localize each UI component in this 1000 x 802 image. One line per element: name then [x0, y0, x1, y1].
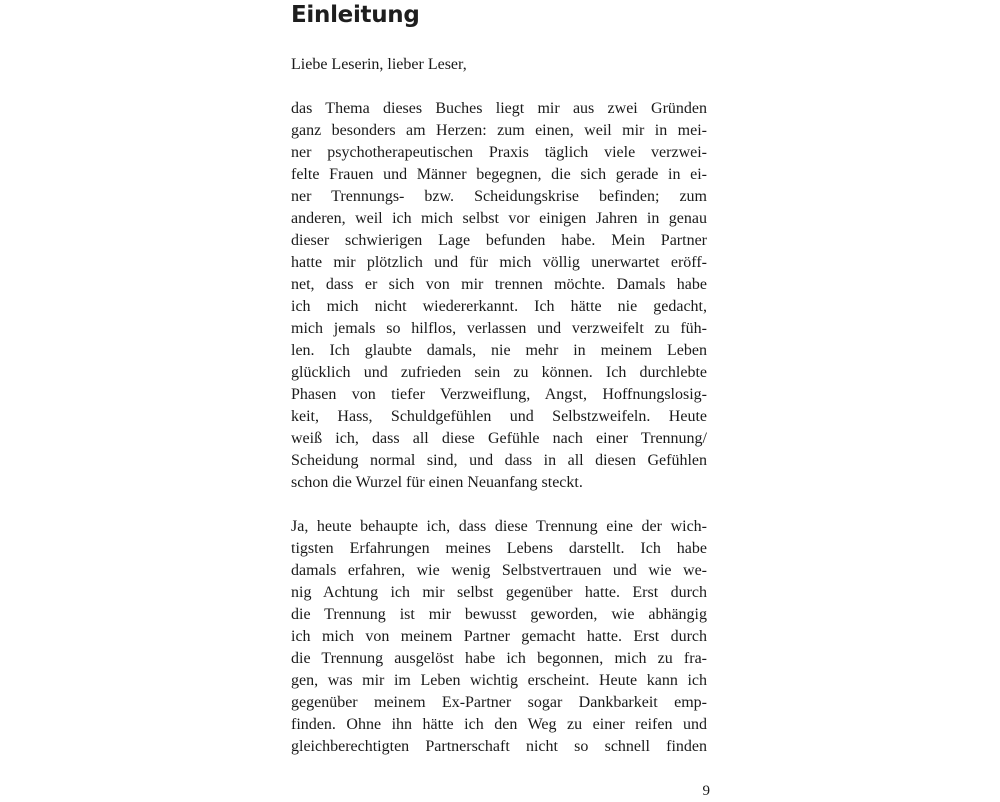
text-line: Ja, heute behaupte ich, dass diese Trennung eine der wich- [291, 518, 707, 535]
text-line: ich mich von meinem Partner gemacht hatte. Erst durch [291, 628, 707, 645]
text-line: nig Achtung ich mir selbst gegenüber hatte. Erst durch [291, 584, 707, 601]
page-number: 9 [702, 783, 710, 799]
text-line: schon die Wurzel für einen Neuanfang steckt. [291, 474, 583, 491]
salutation: Liebe Leserin, lieber Leser, [291, 56, 467, 73]
text-line: mich jemals so hilflos, verlassen und verzweifelt zu füh- [291, 320, 707, 337]
text-line: gleichberechtigten Partnerschaft nicht so schnell finden [291, 738, 707, 755]
text-line: gen, was mir im Leben wichtig erscheint. Heute kann ich [291, 672, 707, 689]
text-line: ich mich nicht wiedererkannt. Ich hätte nie gedacht, [291, 298, 707, 315]
text-line: dieser schwierigen Lage befunden habe. Mein Partner [291, 232, 707, 249]
text-line: finden. Ohne ihn hätte ich den Weg zu einer reifen und [291, 716, 707, 733]
text-line: Phasen von tiefer Verzweiflung, Angst, Hoffnungslosig- [291, 386, 707, 403]
text-line: glücklich und zufrieden sein zu können. Ich durchlebte [291, 364, 707, 381]
text-line: gegenüber meinem Ex-Partner sogar Dankbarkeit emp- [291, 694, 707, 711]
text-line: damals erfahren, wie wenig Selbstvertrauen und wie we- [291, 562, 707, 579]
text-line: die Trennung ist mir bewusst geworden, wie abhängig [291, 606, 707, 623]
text-line: ner Trennungs- bzw. Scheidungskrise befinden; zum [291, 188, 707, 205]
text-line: net, dass er sich von mir trennen möchte. Damals habe [291, 276, 707, 293]
text-line: len. Ich glaubte damals, nie mehr in meinem Leben [291, 342, 707, 359]
text-line: Scheidung normal sind, und dass in all diesen Gefühlen [291, 452, 707, 469]
text-line: tigsten Erfahrungen meines Lebens darstellt. Ich habe [291, 540, 707, 557]
chapter-heading: Einleitung [291, 2, 420, 28]
text-line: anderen, weil ich mich selbst vor einigen Jahren in genau [291, 210, 707, 227]
book-page [291, 0, 709, 800]
text-line: hatte mir plötzlich und für mich völlig unerwartet eröff- [291, 254, 707, 271]
text-line: ner psychotherapeutischen Praxis täglich viele verzwei- [291, 144, 707, 161]
text-line: keit, Hass, Schuldgefühlen und Selbstzweifeln. Heute [291, 408, 707, 425]
text-line: felte Frauen und Männer begegnen, die sich gerade in ei- [291, 166, 707, 183]
text-line: das Thema dieses Buches liegt mir aus zwei Gründen [291, 100, 707, 117]
text-line: weiß ich, dass all diese Gefühle nach einer Trennung/ [291, 430, 707, 447]
text-line: ganz besonders am Herzen: zum einen, weil mir in mei- [291, 122, 707, 139]
text-line: die Trennung ausgelöst habe ich begonnen, mich zu fra- [291, 650, 707, 667]
